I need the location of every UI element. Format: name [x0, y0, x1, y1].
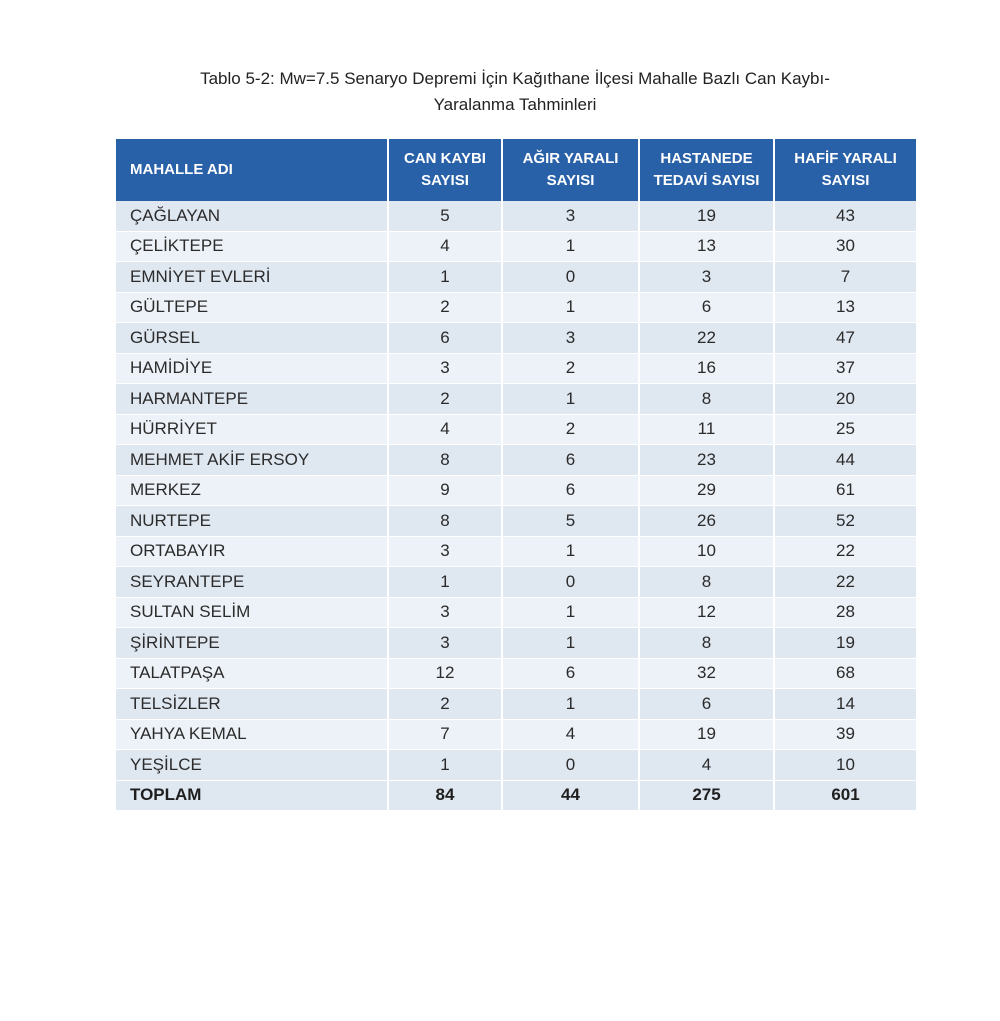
cell-hastanede-tedavi: 11	[639, 414, 774, 445]
cell-hafif-yarali: 47	[774, 323, 916, 354]
header-line: SAYISI	[821, 172, 870, 189]
cell-can-kaybi: 1	[388, 262, 502, 293]
cell-hafif-yarali: 52	[774, 506, 916, 537]
cell-hafif-yarali: 22	[774, 536, 916, 567]
cell-hafif-yarali: 37	[774, 353, 916, 384]
cell-agir-yarali: 0	[502, 567, 639, 598]
header-hastanede-tedavi	[639, 139, 774, 201]
cell-can-kaybi: 8	[388, 506, 502, 537]
cell-hastanede-tedavi: 23	[639, 445, 774, 476]
table-row	[116, 536, 916, 567]
header-line: HAFİF YARALI	[794, 150, 897, 167]
total-label: TOPLAM	[116, 780, 388, 811]
cell-agir-yarali: 4	[502, 719, 639, 750]
cell-mahalle: GÜRSEL	[116, 323, 388, 354]
cell-can-kaybi: 4	[388, 231, 502, 262]
cell-can-kaybi: 1	[388, 567, 502, 598]
total-agir-yarali: 44	[502, 780, 639, 811]
table-caption	[100, 66, 930, 118]
table-row	[116, 597, 916, 628]
header-line: SAYISI	[546, 172, 595, 189]
cell-mahalle: HARMANTEPE	[116, 384, 388, 415]
cell-hastanede-tedavi: 19	[639, 719, 774, 750]
caption-line-2: Yaralanma Tahminleri	[433, 95, 597, 114]
table-row	[116, 445, 916, 476]
table-row	[116, 201, 916, 231]
cell-can-kaybi: 5	[388, 201, 502, 231]
cell-mahalle: ÇAĞLAYAN	[116, 201, 388, 231]
header-line: SAYISI	[421, 172, 469, 189]
cell-hafif-yarali: 25	[774, 414, 916, 445]
table-row	[116, 384, 916, 415]
header-can-kaybi	[388, 139, 502, 201]
table-row	[116, 719, 916, 750]
cell-hafif-yarali: 61	[774, 475, 916, 506]
cell-mahalle: NURTEPE	[116, 506, 388, 537]
cell-can-kaybi: 2	[388, 384, 502, 415]
cell-mahalle: ORTABAYIR	[116, 536, 388, 567]
table-header	[116, 139, 916, 201]
cell-hafif-yarali: 28	[774, 597, 916, 628]
header-line: CAN KAYBI	[404, 150, 486, 167]
cell-can-kaybi: 3	[388, 597, 502, 628]
cell-hafif-yarali: 20	[774, 384, 916, 415]
header-agir-yarali	[502, 139, 639, 201]
total-hafif-yarali: 601	[774, 780, 916, 811]
table-row	[116, 658, 916, 689]
cell-can-kaybi: 3	[388, 353, 502, 384]
table-row	[116, 353, 916, 384]
cell-agir-yarali: 1	[502, 292, 639, 323]
cell-agir-yarali: 1	[502, 628, 639, 659]
cell-hastanede-tedavi: 22	[639, 323, 774, 354]
cell-mahalle: GÜLTEPE	[116, 292, 388, 323]
header-hafif-yarali	[774, 139, 916, 201]
header-row	[116, 139, 916, 201]
table-body	[116, 201, 916, 811]
header-line: MAHALLE ADI	[130, 161, 233, 178]
table-row	[116, 475, 916, 506]
total-hastanede-tedavi: 275	[639, 780, 774, 811]
cell-mahalle: HAMİDİYE	[116, 353, 388, 384]
table-row	[116, 323, 916, 354]
cell-mahalle: SULTAN SELİM	[116, 597, 388, 628]
cell-mahalle: TELSİZLER	[116, 689, 388, 720]
table-row	[116, 506, 916, 537]
header-line: AĞIR YARALI	[522, 150, 619, 167]
cell-hastanede-tedavi: 26	[639, 506, 774, 537]
casualty-table	[116, 139, 916, 811]
total-can-kaybi: 84	[388, 780, 502, 811]
cell-mahalle: ÇELİKTEPE	[116, 231, 388, 262]
table-row	[116, 231, 916, 262]
cell-hastanede-tedavi: 8	[639, 384, 774, 415]
cell-mahalle: EMNİYET EVLERİ	[116, 262, 388, 293]
cell-hastanede-tedavi: 4	[639, 750, 774, 781]
cell-can-kaybi: 4	[388, 414, 502, 445]
cell-can-kaybi: 8	[388, 445, 502, 476]
cell-hastanede-tedavi: 3	[639, 262, 774, 293]
cell-can-kaybi: 6	[388, 323, 502, 354]
cell-hafif-yarali: 39	[774, 719, 916, 750]
cell-mahalle: SEYRANTEPE	[116, 567, 388, 598]
cell-hastanede-tedavi: 12	[639, 597, 774, 628]
cell-mahalle: TALATPAŞA	[116, 658, 388, 689]
table-row	[116, 689, 916, 720]
cell-agir-yarali: 0	[502, 262, 639, 293]
cell-agir-yarali: 6	[502, 658, 639, 689]
cell-mahalle: HÜRRİYET	[116, 414, 388, 445]
table-row	[116, 750, 916, 781]
cell-can-kaybi: 3	[388, 628, 502, 659]
cell-hastanede-tedavi: 29	[639, 475, 774, 506]
cell-can-kaybi: 3	[388, 536, 502, 567]
cell-can-kaybi: 9	[388, 475, 502, 506]
cell-agir-yarali: 6	[502, 445, 639, 476]
cell-hafif-yarali: 30	[774, 231, 916, 262]
table-row	[116, 628, 916, 659]
cell-mahalle: MERKEZ	[116, 475, 388, 506]
cell-can-kaybi: 2	[388, 292, 502, 323]
cell-hastanede-tedavi: 10	[639, 536, 774, 567]
cell-hastanede-tedavi: 19	[639, 201, 774, 231]
cell-mahalle: MEHMET AKİF ERSOY	[116, 445, 388, 476]
cell-agir-yarali: 0	[502, 750, 639, 781]
cell-hafif-yarali: 44	[774, 445, 916, 476]
cell-agir-yarali: 1	[502, 597, 639, 628]
cell-agir-yarali: 2	[502, 414, 639, 445]
cell-agir-yarali: 2	[502, 353, 639, 384]
cell-agir-yarali: 1	[502, 536, 639, 567]
cell-agir-yarali: 3	[502, 201, 639, 231]
total-row	[116, 780, 916, 811]
cell-hastanede-tedavi: 6	[639, 292, 774, 323]
header-line: HASTANEDE	[660, 150, 753, 167]
table-row	[116, 292, 916, 323]
header-line: TEDAVİ SAYISI	[653, 172, 760, 189]
cell-hafif-yarali: 43	[774, 201, 916, 231]
cell-mahalle: YEŞİLCE	[116, 750, 388, 781]
cell-mahalle: YAHYA KEMAL	[116, 719, 388, 750]
caption-line-1: Tablo 5-2: Mw=7.5 Senaryo Depremi İçin Kağıthane İlçesi Mahalle Bazlı Can Kaybı-	[200, 69, 830, 88]
cell-hastanede-tedavi: 32	[639, 658, 774, 689]
table-row	[116, 414, 916, 445]
cell-hastanede-tedavi: 8	[639, 567, 774, 598]
cell-mahalle: ŞİRİNTEPE	[116, 628, 388, 659]
cell-hafif-yarali: 19	[774, 628, 916, 659]
cell-agir-yarali: 1	[502, 689, 639, 720]
cell-can-kaybi: 12	[388, 658, 502, 689]
cell-can-kaybi: 2	[388, 689, 502, 720]
cell-hafif-yarali: 68	[774, 658, 916, 689]
cell-hafif-yarali: 14	[774, 689, 916, 720]
cell-agir-yarali: 1	[502, 231, 639, 262]
cell-hastanede-tedavi: 8	[639, 628, 774, 659]
header-mahalle-adi	[116, 139, 388, 201]
cell-can-kaybi: 1	[388, 750, 502, 781]
cell-agir-yarali: 5	[502, 506, 639, 537]
cell-hafif-yarali: 22	[774, 567, 916, 598]
cell-hafif-yarali: 10	[774, 750, 916, 781]
cell-agir-yarali: 1	[502, 384, 639, 415]
cell-hastanede-tedavi: 16	[639, 353, 774, 384]
cell-hastanede-tedavi: 13	[639, 231, 774, 262]
cell-hafif-yarali: 7	[774, 262, 916, 293]
cell-can-kaybi: 7	[388, 719, 502, 750]
cell-agir-yarali: 3	[502, 323, 639, 354]
table-row	[116, 262, 916, 293]
table-row	[116, 567, 916, 598]
cell-hastanede-tedavi: 6	[639, 689, 774, 720]
cell-agir-yarali: 6	[502, 475, 639, 506]
cell-hafif-yarali: 13	[774, 292, 916, 323]
